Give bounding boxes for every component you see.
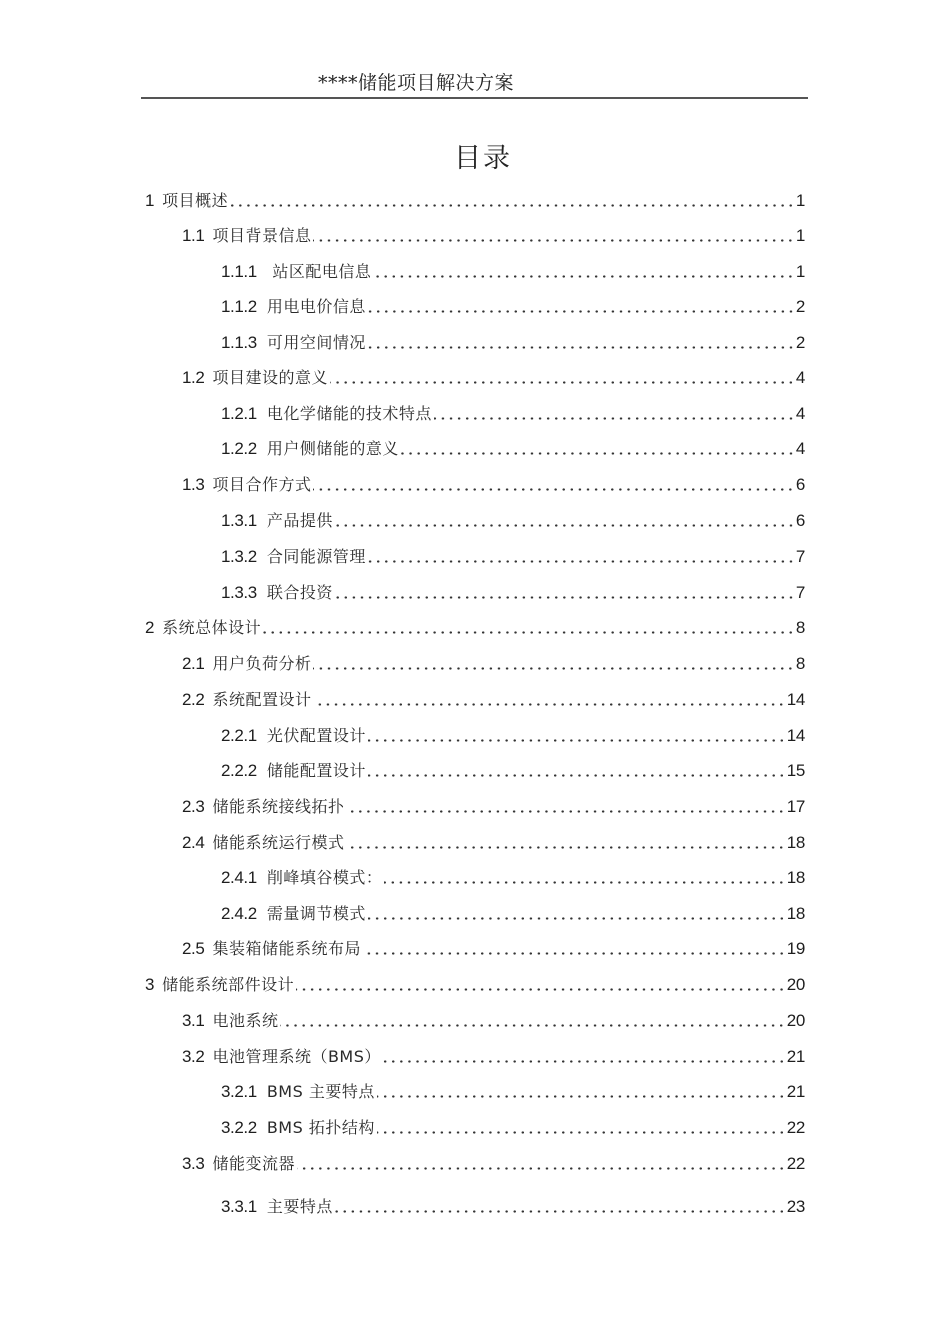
toc-entry-page-number: 1 (795, 262, 805, 281)
toc-entry-label: BMS 主要特点 (266, 1082, 375, 1101)
toc-entry[interactable] (221, 544, 805, 568)
toc-entry-number: 1.3 (182, 475, 205, 494)
toc-entry-label: 储能系统部件设计 (162, 975, 295, 994)
toc-entry-number: 2.3 (182, 797, 205, 816)
toc-entry-label: 主要特点 (266, 1197, 333, 1216)
dot-leader (434, 417, 795, 420)
dot-leader (368, 560, 795, 563)
toc-entry-number: 1.3.2 (221, 547, 257, 566)
dot-leader (297, 1167, 786, 1170)
toc-entry-label: 项目背景信息 (212, 226, 312, 245)
toc-entry-label: 需量调节模式 (266, 904, 366, 923)
toc-entry-number: 2.4.2 (221, 904, 257, 923)
toc-entry-page-number: 7 (795, 583, 805, 602)
toc-entry-label: 储能变流器 (212, 1154, 295, 1173)
toc-entry-label: 项目合作方式 (212, 475, 312, 494)
dot-leader (313, 488, 794, 491)
toc-entry[interactable] (221, 294, 805, 318)
toc-entry-number: 2.2.2 (221, 761, 257, 780)
toc-entry[interactable] (221, 580, 805, 604)
toc-entry-number: 1 (145, 191, 155, 210)
toc-entry-label: 系统总体设计 (162, 618, 262, 637)
toc-entry[interactable] (182, 651, 805, 675)
dot-leader (401, 452, 795, 455)
dot-leader (368, 346, 795, 349)
toc-entry[interactable] (221, 1079, 805, 1103)
toc-entry-page-number: 22 (786, 1154, 805, 1173)
dot-leader (296, 988, 786, 991)
toc-entry-page-number: 22 (786, 1118, 805, 1137)
document-header-title: ****储能项目解决方案 (318, 72, 515, 94)
toc-entry-page-number: 21 (786, 1047, 805, 1066)
dot-leader (230, 204, 795, 207)
dot-leader (313, 239, 794, 242)
toc-entry-page-number: 6 (795, 475, 805, 494)
toc-entry-number: 3.3 (182, 1154, 205, 1173)
toc-entry-number: 3 (145, 975, 155, 994)
toc-entry[interactable] (182, 1044, 805, 1068)
toc-entry-page-number: 18 (786, 868, 805, 887)
toc-entry[interactable] (182, 223, 805, 247)
page-header (141, 64, 808, 98)
dot-leader (377, 1095, 786, 1098)
toc-entry-number: 3.1 (182, 1011, 205, 1030)
toc-entry-label: 集装箱储能系统布局 (212, 939, 361, 958)
toc-entry-page-number: 14 (786, 690, 805, 709)
toc-entry-number: 1.1.3 (221, 333, 257, 352)
toc-entry-number: 1.1 (182, 226, 205, 245)
toc-entry-page-number: 19 (786, 939, 805, 958)
toc-entry-label: 光伏配置设计 (266, 726, 366, 745)
dot-leader (383, 1060, 786, 1063)
dot-leader (335, 1210, 786, 1213)
toc-entry-page-number: 4 (795, 404, 805, 423)
toc-entry-number: 2.4.1 (221, 868, 257, 887)
toc-entry-page-number: 17 (786, 797, 805, 816)
toc-entry-number: 2.2 (182, 690, 205, 709)
dot-leader (346, 810, 785, 813)
toc-entry-page-number: 18 (786, 904, 805, 923)
toc-entry-page-number: 14 (786, 726, 805, 745)
toc-entry[interactable] (221, 401, 805, 425)
toc-entry-label: 储能系统运行模式 (212, 833, 345, 852)
toc-entry-page-number: 23 (786, 1197, 805, 1216)
dot-leader (346, 846, 785, 849)
toc-entry-label: 项目概述 (162, 191, 229, 210)
toc-title: 目录 (454, 143, 512, 174)
dot-leader (363, 952, 786, 955)
toc-entry[interactable] (221, 865, 805, 889)
toc-entry-page-number: 4 (795, 439, 805, 458)
toc-entry-number: 1.2 (182, 368, 205, 387)
dot-leader (373, 275, 794, 278)
toc-entry-number: 1.1.2 (221, 297, 257, 316)
dot-leader (330, 381, 795, 384)
toc-entry-number: 1.3.3 (221, 583, 257, 602)
header-divider (141, 97, 808, 99)
toc-entry-label: 用户负荷分析 (212, 654, 312, 673)
toc-entry-label: 用电电价信息 (266, 297, 366, 316)
toc-entry-label: 电池管理系统（BMS） (212, 1047, 381, 1066)
toc-entry-page-number: 2 (795, 333, 805, 352)
toc-entry-label: BMS 拓扑结构 (266, 1118, 375, 1137)
dot-leader (280, 1024, 785, 1027)
dot-leader (335, 524, 795, 527)
toc-entry-number: 1.1.1 (221, 262, 257, 281)
toc-entry[interactable] (221, 758, 805, 782)
toc-entry-page-number: 8 (795, 618, 805, 637)
toc-entry-page-number: 20 (786, 975, 805, 994)
toc-entry-number: 1.2.1 (221, 404, 257, 423)
toc-entry-number: 3.3.1 (221, 1197, 257, 1216)
dot-leader (368, 917, 786, 920)
toc-entry-page-number: 18 (786, 833, 805, 852)
toc-entry[interactable] (182, 687, 805, 711)
toc-entry[interactable] (221, 259, 805, 283)
toc-entry[interactable] (182, 936, 805, 960)
toc-entry-number: 2.5 (182, 939, 205, 958)
toc-entry[interactable] (145, 188, 805, 212)
toc-entry-label: 项目建设的意义 (212, 368, 328, 387)
toc-entry-number: 2 (145, 618, 155, 637)
toc-entry-number: 3.2.1 (221, 1082, 257, 1101)
toc-entry-label: 产品提供 (266, 511, 333, 530)
toc-entry-page-number: 20 (786, 1011, 805, 1030)
toc-entry[interactable] (221, 1115, 805, 1139)
dot-leader (368, 310, 795, 313)
toc-entry-label: 可用空间情况 (266, 333, 366, 352)
toc-entry-label: 电化学储能的技术特点 (266, 404, 432, 423)
dot-leader (335, 596, 795, 599)
toc-entry-page-number: 21 (786, 1082, 805, 1101)
toc-entry[interactable] (221, 901, 805, 925)
toc-entry[interactable] (221, 723, 805, 747)
toc-entry-label: 用户侧储能的意义 (266, 439, 399, 458)
dot-leader (377, 1131, 786, 1134)
toc-entry[interactable] (221, 1194, 805, 1218)
toc-entry-label: 削峰填谷模式： (266, 868, 383, 887)
dot-leader (384, 881, 785, 884)
toc-entry[interactable] (145, 972, 805, 996)
toc-entry-page-number: 1 (795, 226, 805, 245)
toc-entry-page-number: 6 (795, 511, 805, 530)
toc-entry[interactable] (182, 472, 805, 496)
toc-entry-label: 合同能源管理 (266, 547, 366, 566)
toc-entry-label: 电池系统 (212, 1011, 279, 1030)
toc-entry-page-number: 1 (795, 191, 805, 210)
toc-entry[interactable] (221, 330, 805, 354)
toc-entry-number: 1.2.2 (221, 439, 257, 458)
dot-leader (263, 631, 795, 634)
toc-entry-number: 3.2.2 (221, 1118, 257, 1137)
toc-entry[interactable] (182, 794, 805, 818)
toc-entry-page-number: 7 (795, 547, 805, 566)
toc-entry-label: 系统配置设计 (212, 690, 312, 709)
toc-entry-number: 3.2 (182, 1047, 205, 1066)
toc-entry-label: 站区配电信息 (266, 262, 372, 281)
toc-entry-page-number: 8 (795, 654, 805, 673)
dot-leader (313, 703, 785, 706)
toc-entry-page-number: 2 (795, 297, 805, 316)
toc-entry[interactable] (221, 508, 805, 532)
toc-entry[interactable] (182, 1151, 805, 1175)
toc-entry-number: 2.1 (182, 654, 205, 673)
toc-entry[interactable] (182, 830, 805, 854)
toc-entry-label: 储能系统接线拓扑 (212, 797, 345, 816)
toc-entry-label: 联合投资 (266, 583, 333, 602)
toc-entry[interactable] (221, 436, 805, 460)
dot-leader (313, 667, 794, 670)
toc-entry-page-number: 15 (786, 761, 805, 780)
toc-entry-number: 2.2.1 (221, 726, 257, 745)
toc-entry[interactable] (145, 615, 805, 639)
toc-entry-number: 1.3.1 (221, 511, 257, 530)
toc-entry-number: 2.4 (182, 833, 205, 852)
dot-leader (368, 739, 786, 742)
dot-leader (368, 774, 786, 777)
toc-entry[interactable] (182, 365, 805, 389)
toc-entry-page-number: 4 (795, 368, 805, 387)
toc-entry-label: 储能配置设计 (266, 761, 366, 780)
toc-entry[interactable] (182, 1008, 805, 1032)
